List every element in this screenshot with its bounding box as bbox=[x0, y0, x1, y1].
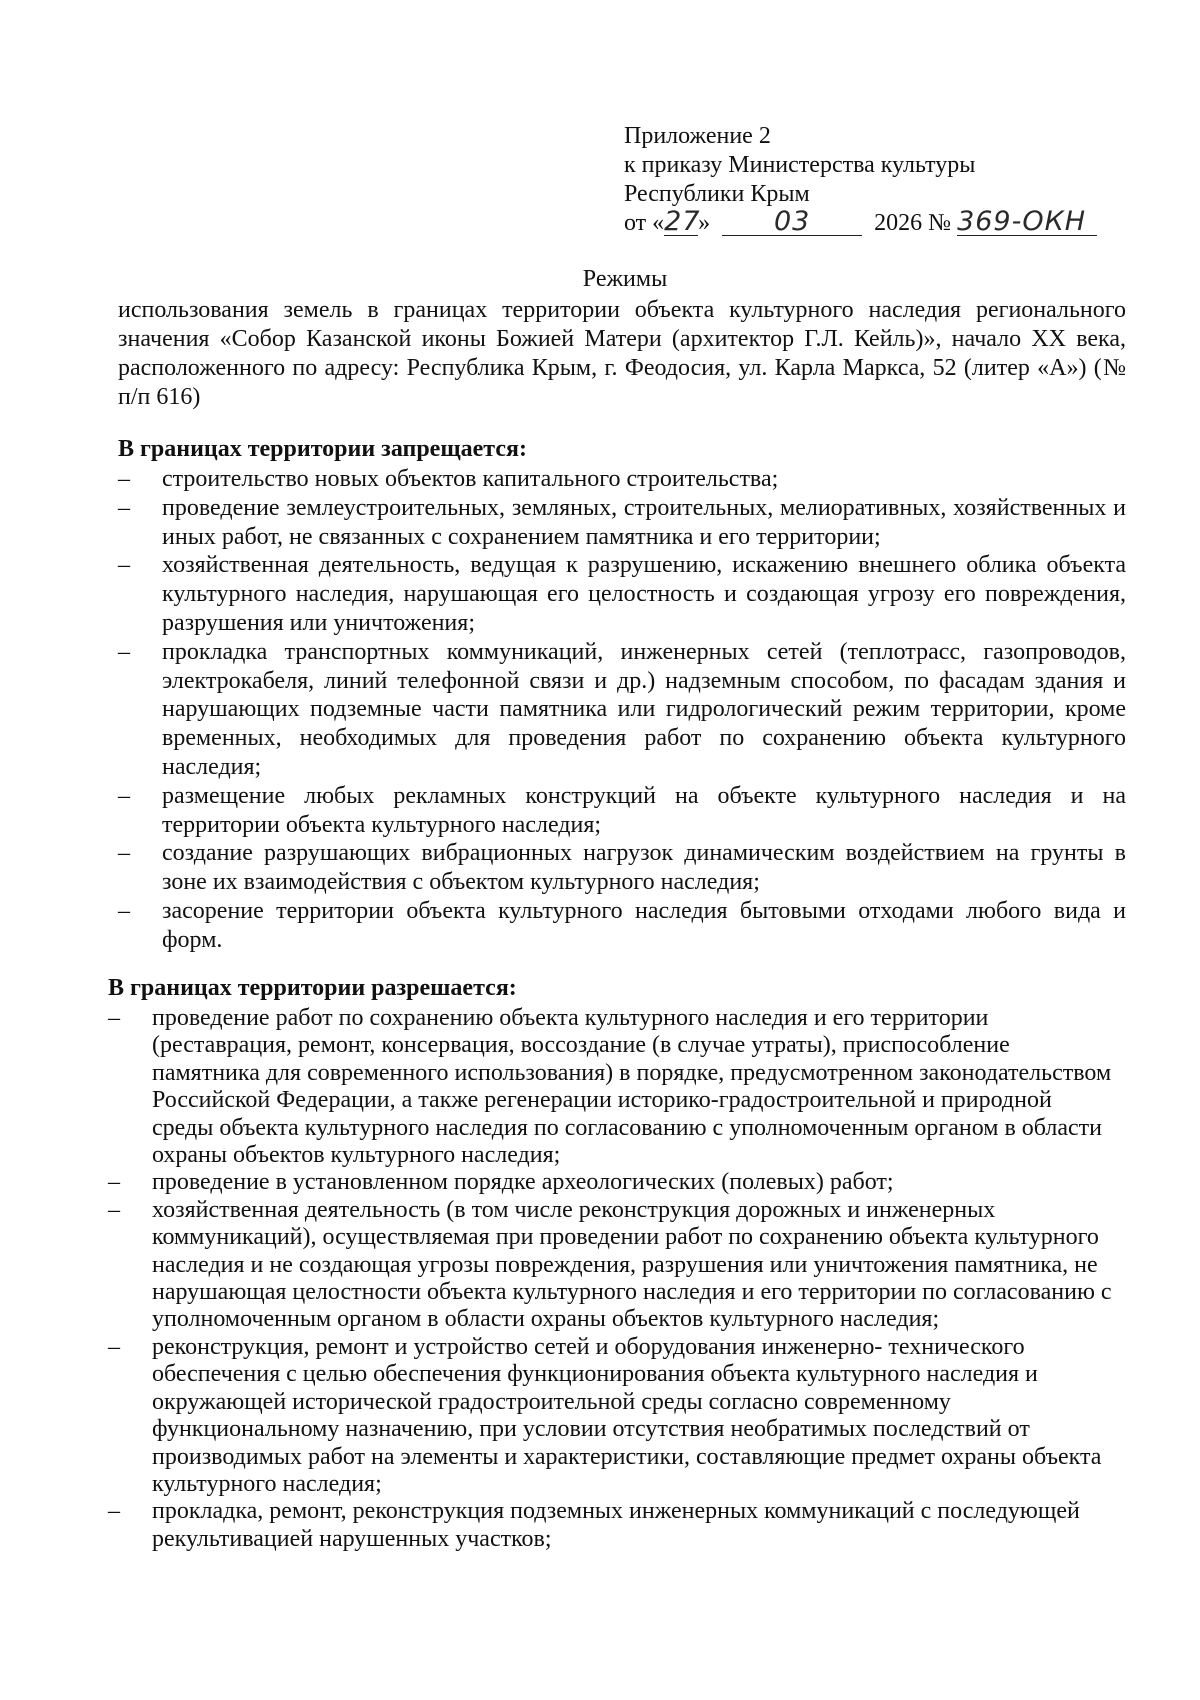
list-item-text: строительство новых объектов капитального строительства; bbox=[162, 466, 779, 492]
list-item bbox=[118, 638, 1126, 782]
dash-bullet: – bbox=[118, 638, 130, 665]
list-item bbox=[118, 494, 1126, 552]
document-title: Режимы bbox=[582, 266, 668, 292]
permitted-list bbox=[108, 1005, 1118, 1553]
order-reference: к приказу Министерства культуры bbox=[624, 152, 976, 178]
dash-bullet: – bbox=[108, 1196, 120, 1223]
order-date-number bbox=[624, 206, 1144, 238]
list-item-text: проведение землеустроительных, земляных, строительных, мелиоративных, хозяйственных и иных работ, не связанных с сохранением памятника и его территории; bbox=[162, 494, 1126, 550]
list-item-text: прокладка, ремонт, реконструкция подземных инженерных коммуникаций с последующей рекультивацией нарушенных участков; bbox=[152, 1498, 1080, 1552]
date-day-close: » bbox=[698, 210, 711, 236]
list-item-text: хозяйственная деятельность (в том числе реконструкция дорожных и инженерных коммуникаций), осуществляемая при проведении работ по сохранению объекта культурного наследия и не создающая угрозы повреждения, разрушения или уничтожения памятника, не нарушающая целостности объекта культурного наследия и его территории по согласованию с уполномоченным органом в области охраны объектов культурного наследия; bbox=[152, 1196, 1112, 1333]
attachment-label: Приложение 2 bbox=[624, 123, 771, 149]
handwritten-order-number: 369-ОКН bbox=[957, 209, 1097, 236]
document-preamble: использования земель в границах территории объекта культурного наследия регионального значения «Собор Казанской иконы Божией Матери (архитектор Г.Л. Кейль)», начало XX века, расположенного по адресу: Республика Крым, г. Феодосия, ул. Карла Маркса, 52 (литер «А») (№ п/п 616) bbox=[118, 297, 1126, 410]
dash-bullet: – bbox=[108, 1169, 120, 1196]
dash-bullet: – bbox=[108, 1333, 120, 1360]
list-item-text: размещение любых рекламных конструкций на объекте культурного наследия и на территории объекта культурного наследия; bbox=[162, 782, 1126, 838]
list-item-text: прокладка транспортных коммуникаций, инженерных сетей (теплотрасс, газопроводов, электрокабеля, линий телефонной связи и др.) надземным способом, по фасадам здания и нарушающих подземные части памятника или гидрологический режим территории, кроме временных, необходимых для проведения работ по сохранению объекта культурного наследия; bbox=[162, 638, 1126, 780]
dash-bullet: – bbox=[118, 466, 130, 492]
dash-bullet: – bbox=[108, 1005, 120, 1031]
handwritten-day: 27 bbox=[664, 206, 701, 237]
list-item bbox=[118, 782, 1126, 840]
list-item-text: проведение в установленном порядке археологических (полевых) работ; bbox=[152, 1169, 894, 1196]
dash-bullet: – bbox=[118, 494, 130, 521]
list-item bbox=[108, 1498, 1118, 1553]
list-item bbox=[108, 1334, 1118, 1498]
permitted-heading: В границах территории разрешается: bbox=[108, 975, 517, 1001]
handwritten-month: 03 bbox=[722, 209, 862, 236]
list-item-text: проведение работ по сохранению объекта культурного наследия и его территории (реставрация, ремонт, консервация, воссоздание (в случае утраты), приспособление памятника для современного использования) в порядке, предусмотренном законодательством Российской Федерации, а также регенерации историко-градостроительной и природной среды объекта культурного наследия по согласованию с уполномоченным органом в области охраны объектов культурного наследия; bbox=[152, 1005, 1112, 1169]
dash-bullet: – bbox=[108, 1498, 120, 1525]
list-item bbox=[118, 839, 1126, 897]
list-item bbox=[108, 1169, 1118, 1196]
prohibited-list bbox=[118, 465, 1126, 955]
republic-name: Республики Крым bbox=[624, 181, 810, 207]
list-item bbox=[108, 1005, 1118, 1169]
list-item-text: создание разрушающих вибрационных нагрузок динамическим воздействием на грунты в зоне их взаимодействия с объектом культурного наследия; bbox=[162, 840, 1126, 896]
date-prefix: от « bbox=[624, 210, 665, 236]
dash-bullet: – bbox=[118, 840, 130, 867]
list-item-text: хозяйственная деятельность, ведущая к разрушению, искажению внешнего облика объекта культурного наследия, нарушающая его целостность и создающая угрозу его повреждения, разрушения или уничтожения; bbox=[162, 552, 1126, 636]
order-year: 2026 № bbox=[874, 210, 952, 236]
list-item bbox=[118, 897, 1126, 955]
attachment-block bbox=[624, 122, 1144, 238]
list-item-text: засорение территории объекта культурного наследия бытовыми отходами любого вида и форм. bbox=[162, 897, 1126, 953]
list-item-text: реконструкция, ремонт и устройство сетей и оборудования инженерно- технического обеспечения с целью обеспечения функционирования объекта культурного наследия и окружающей исторической градостроительной среды согласно современному функциональному назначению, при условии отсутствия необратимых последствий от производимых работ на элементы и характеристики, составляющие предмет охраны объекта культурного наследия; bbox=[152, 1333, 1102, 1497]
dash-bullet: – bbox=[118, 897, 130, 924]
dash-bullet: – bbox=[118, 782, 130, 809]
list-item bbox=[118, 551, 1126, 637]
list-item bbox=[108, 1197, 1118, 1334]
prohibited-heading: В границах территории запрещается: bbox=[118, 436, 527, 462]
dash-bullet: – bbox=[118, 552, 130, 579]
list-item bbox=[118, 465, 1126, 494]
